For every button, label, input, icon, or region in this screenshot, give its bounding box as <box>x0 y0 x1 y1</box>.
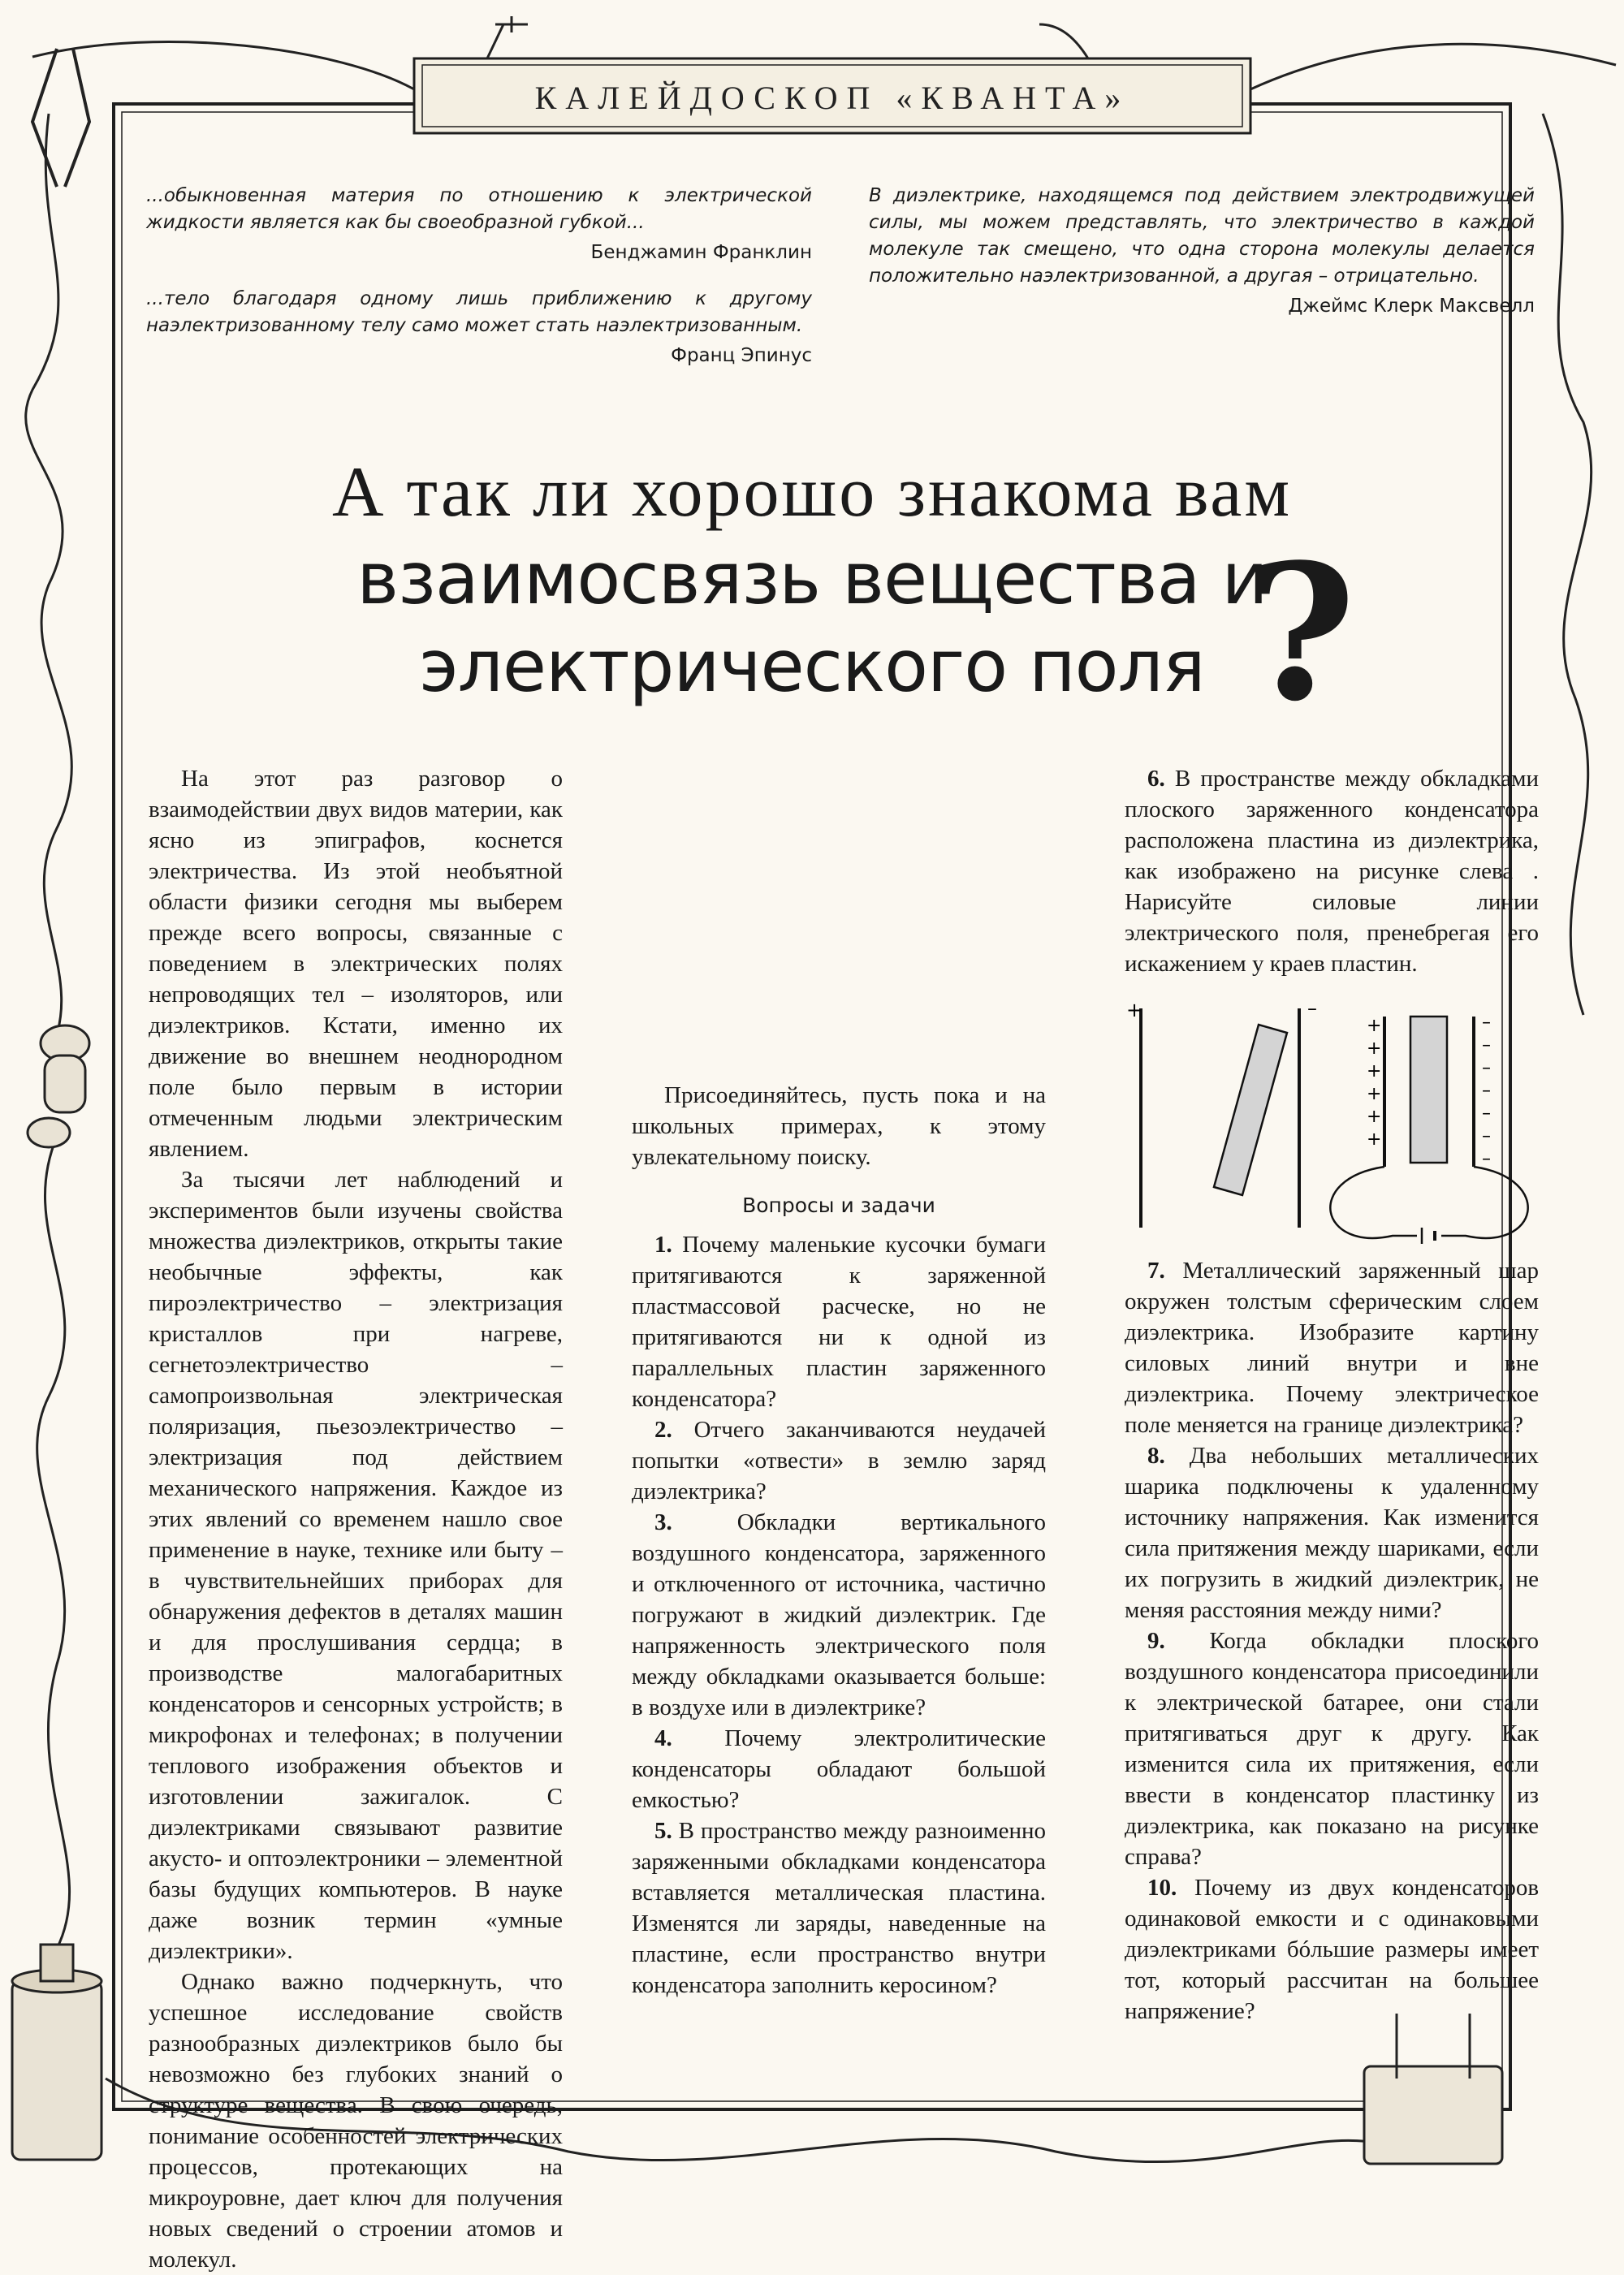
intro-paragraph-4: Присоединяйтесь, пусть пока и на школьных примерах, к этому увлекательному поиску. <box>632 1082 1046 1170</box>
question-text: Обкладки вертикального воздушного конденсатора, заряженного и отключенного от источника, частично погружают в жидкий диэлектрик. Где напряженность электрического поля между обкладками оказывается больше: в воздухе или в диэлектрике? <box>632 1509 1046 1720</box>
epigraph-quote-franklin: ...обыкновенная материя по отношению к электрической жидкости является как бы своеобразной губкой... <box>146 185 812 233</box>
questions-heading: Вопросы и задачи <box>742 1194 935 1217</box>
right-minus-sign: – <box>1482 1126 1491 1146</box>
right-minus-sign: – <box>1482 1081 1491 1101</box>
right-minus-sign: – <box>1482 1058 1491 1078</box>
question-7 <box>1125 1255 1539 1440</box>
capacitor-diagram <box>1116 992 1571 1244</box>
question-number: 6. <box>1147 766 1165 792</box>
capacitor-figures <box>1116 992 1571 1244</box>
question-5 <box>632 1815 1046 2001</box>
question-number: 5. <box>654 1818 672 1844</box>
epigraphs-left <box>146 183 812 389</box>
epigraphs-right <box>869 183 1535 339</box>
epigraph-quote-maxwell: В диэлектрике, находящемся под действием электродвижущей силы, мы можем представлять, что электричество в каждой молекуле так смещено, что одна сторона молекулы делается положительно наэлектризованной, а другая – отрицательно. <box>869 185 1535 287</box>
question-text: Металлический заряженный шар окружен толстым сферическим слоем диэлектрика. Изобразите картину силовых линий внутри и вне диэлектрика. Почему электрическое поле меняется на границе диэлектрика? <box>1125 1258 1539 1438</box>
question-text: В пространство между разноименно заряженными обкладками конденсатора вставляется металлическая пластина. Изменятся ли заряды, наведенные на пластине, если пространство внутри конденсатора заполнить керосином? <box>632 1818 1046 1998</box>
column-2 <box>632 1080 1046 2001</box>
question-number: 1. <box>654 1232 672 1258</box>
epigraph-author-epinus: Франц Эпинус <box>671 345 812 366</box>
question-text: Почему маленькие кусочки бумаги притягиваются к заряженной пластмассовой расческе, но не притягиваются ни к одной из параллельных пластин заряженного конденсатора? <box>632 1232 1046 1412</box>
right-plus-sign: + <box>1367 1129 1382 1150</box>
intro-paragraph-3: Однако важно подчеркнуть, что успешное исследование свойств разнообразных диэлектриков было бы невозможно без глубоких знаний о структуре вещества. В свою очередь, понимание особенностей электрических процессов, протекающих на микроуровне, дает ключ для получения новых сведений о строении атомов и молекул. <box>149 1969 563 2273</box>
right-minus-sign: – <box>1482 1149 1491 1169</box>
right-plus-sign: + <box>1367 1084 1382 1104</box>
epigraph-quote-epinus: ...тело благодаря одному лишь приближению к другому наэлектризованному телу само может стать наэлектризованным. <box>146 288 812 336</box>
section-rubric: КАЛЕЙДОСКОП «КВАНТА» <box>534 79 1130 116</box>
question-9 <box>1125 1625 1539 1872</box>
title-question-mark: ? <box>1246 524 1356 743</box>
intro-paragraph-2: За тысячи лет наблюдений и экспериментов были изучены свойства множества диэлектриков, открыты такие необычные эффекты, как пироэлектричество – электризация кристаллов при нагреве, сегнетоэлектричество – самопроизвольная электрическая поляризация, пьезоэлектричество – электризация под действием механического напряжения. Каждое из этих явлений со временем нашло свое применение в науке, технике или быту – в чувствительнейших приборах для обнаружения дефектов в деталях машин и для прослушивания сердца; в производстве малогабаритных конденсаторов и сенсорных устройств; в микрофонах и телефонах; в получении теплового изображения объектов и изготовлении зажигалок. С диэлектриками связывают развитие акусто- и оптоэлектроники – элементной базы будущих компьютеров. В науке даже возник термин «умные диэлектрики». <box>149 1167 563 1964</box>
dielectric-plate <box>1410 1017 1447 1163</box>
left-plus-sign: + <box>1126 999 1143 1021</box>
question-3 <box>632 1507 1046 1723</box>
tilted-dielectric-slab <box>1214 1025 1287 1195</box>
question-number: 9. <box>1147 1628 1165 1654</box>
right-plus-sign: + <box>1367 1016 1382 1036</box>
question-number: 10. <box>1147 1875 1177 1901</box>
question-text: В пространстве между обкладками плоского заряженного конденсатора расположена пластина из диэлектрика, как изображено на рисунке слева . Нарисуйте силовые линии электрического поля, пренебрегая его искажением у краев пластин. <box>1125 766 1540 977</box>
question-text: Два небольших металлических шарика подключены к удаленному источнику напряжения. Как изменится сила притяжения между шариками, если их погрузить в жидкий диэлектрик, не меняя расстояния между ними? <box>1125 1443 1540 1623</box>
title-line-2: взаимосвязь вещества и <box>356 537 1268 620</box>
question-text: Почему из двух конденсаторов одинаковой емкости и с одинаковыми диэлектриками бóльшие размеры имеет тот, который рассчитан на большее напряжение? <box>1125 1875 1540 2024</box>
left-wire <box>1330 1167 1417 1238</box>
left-minus-sign: – <box>1307 997 1317 1020</box>
title-line-3: электрического поля <box>419 624 1205 708</box>
question-1 <box>632 1229 1046 1414</box>
right-plus-sign: + <box>1367 1107 1382 1127</box>
intro-paragraph-1: На этот раз разговор о взаимодействии двух видов материи, как ясно из эпиграфов, коснется электричества. Из этой необъятной области физики сегодня мы выберем прежде всего вопросы, связанные с поведением в электрических полях непроводящих тел – изоляторов, или диэлектриков. Кстати, именно их движение во внешнем неоднородном поле было первым в истории отмеченным людьми электрическим явлением. <box>149 766 563 1162</box>
question-text: Отчего заканчиваются неудачей попытки «отвести» в землю заряд диэлектрика? <box>632 1417 1046 1504</box>
right-minus-sign: – <box>1482 1103 1491 1124</box>
right-wire <box>1441 1167 1528 1238</box>
question-number: 2. <box>654 1417 672 1443</box>
question-8 <box>1125 1440 1539 1625</box>
epigraphs <box>146 183 1535 402</box>
question-4 <box>632 1723 1046 1815</box>
question-text: Когда обкладки плоского воздушного конденсатора присоединили к электрической батарее, они стали притягиваться друг к другу. Как изменится сила их притяжения, если ввести в конденсатор пластинку из диэлектрика, как показано на рисунке справа? <box>1125 1628 1540 1870</box>
question-number: 7. <box>1147 1258 1165 1284</box>
epigraph-author-franklin: Бенджамин Франклин <box>590 242 812 263</box>
right-plus-sign: + <box>1367 1038 1382 1059</box>
question-text: Почему электролитические конденсаторы обладают большой емкостью? <box>632 1725 1046 1813</box>
question-number: 4. <box>654 1725 672 1751</box>
question-number: 3. <box>654 1509 672 1535</box>
epigraph-author-maxwell: Джеймс Клерк Максвелл <box>1288 296 1535 317</box>
right-plus-sign: + <box>1367 1061 1382 1081</box>
column-3 <box>1125 763 1539 2027</box>
question-10 <box>1125 1872 1539 2027</box>
question-2 <box>632 1414 1046 1507</box>
column-1 <box>149 763 563 2275</box>
question-6 <box>1125 763 1539 979</box>
right-minus-sign: – <box>1482 1012 1491 1033</box>
question-number: 8. <box>1147 1443 1165 1469</box>
title-line-1: А так ли хорошо знакома вам <box>331 453 1293 532</box>
right-minus-sign: – <box>1482 1035 1491 1055</box>
